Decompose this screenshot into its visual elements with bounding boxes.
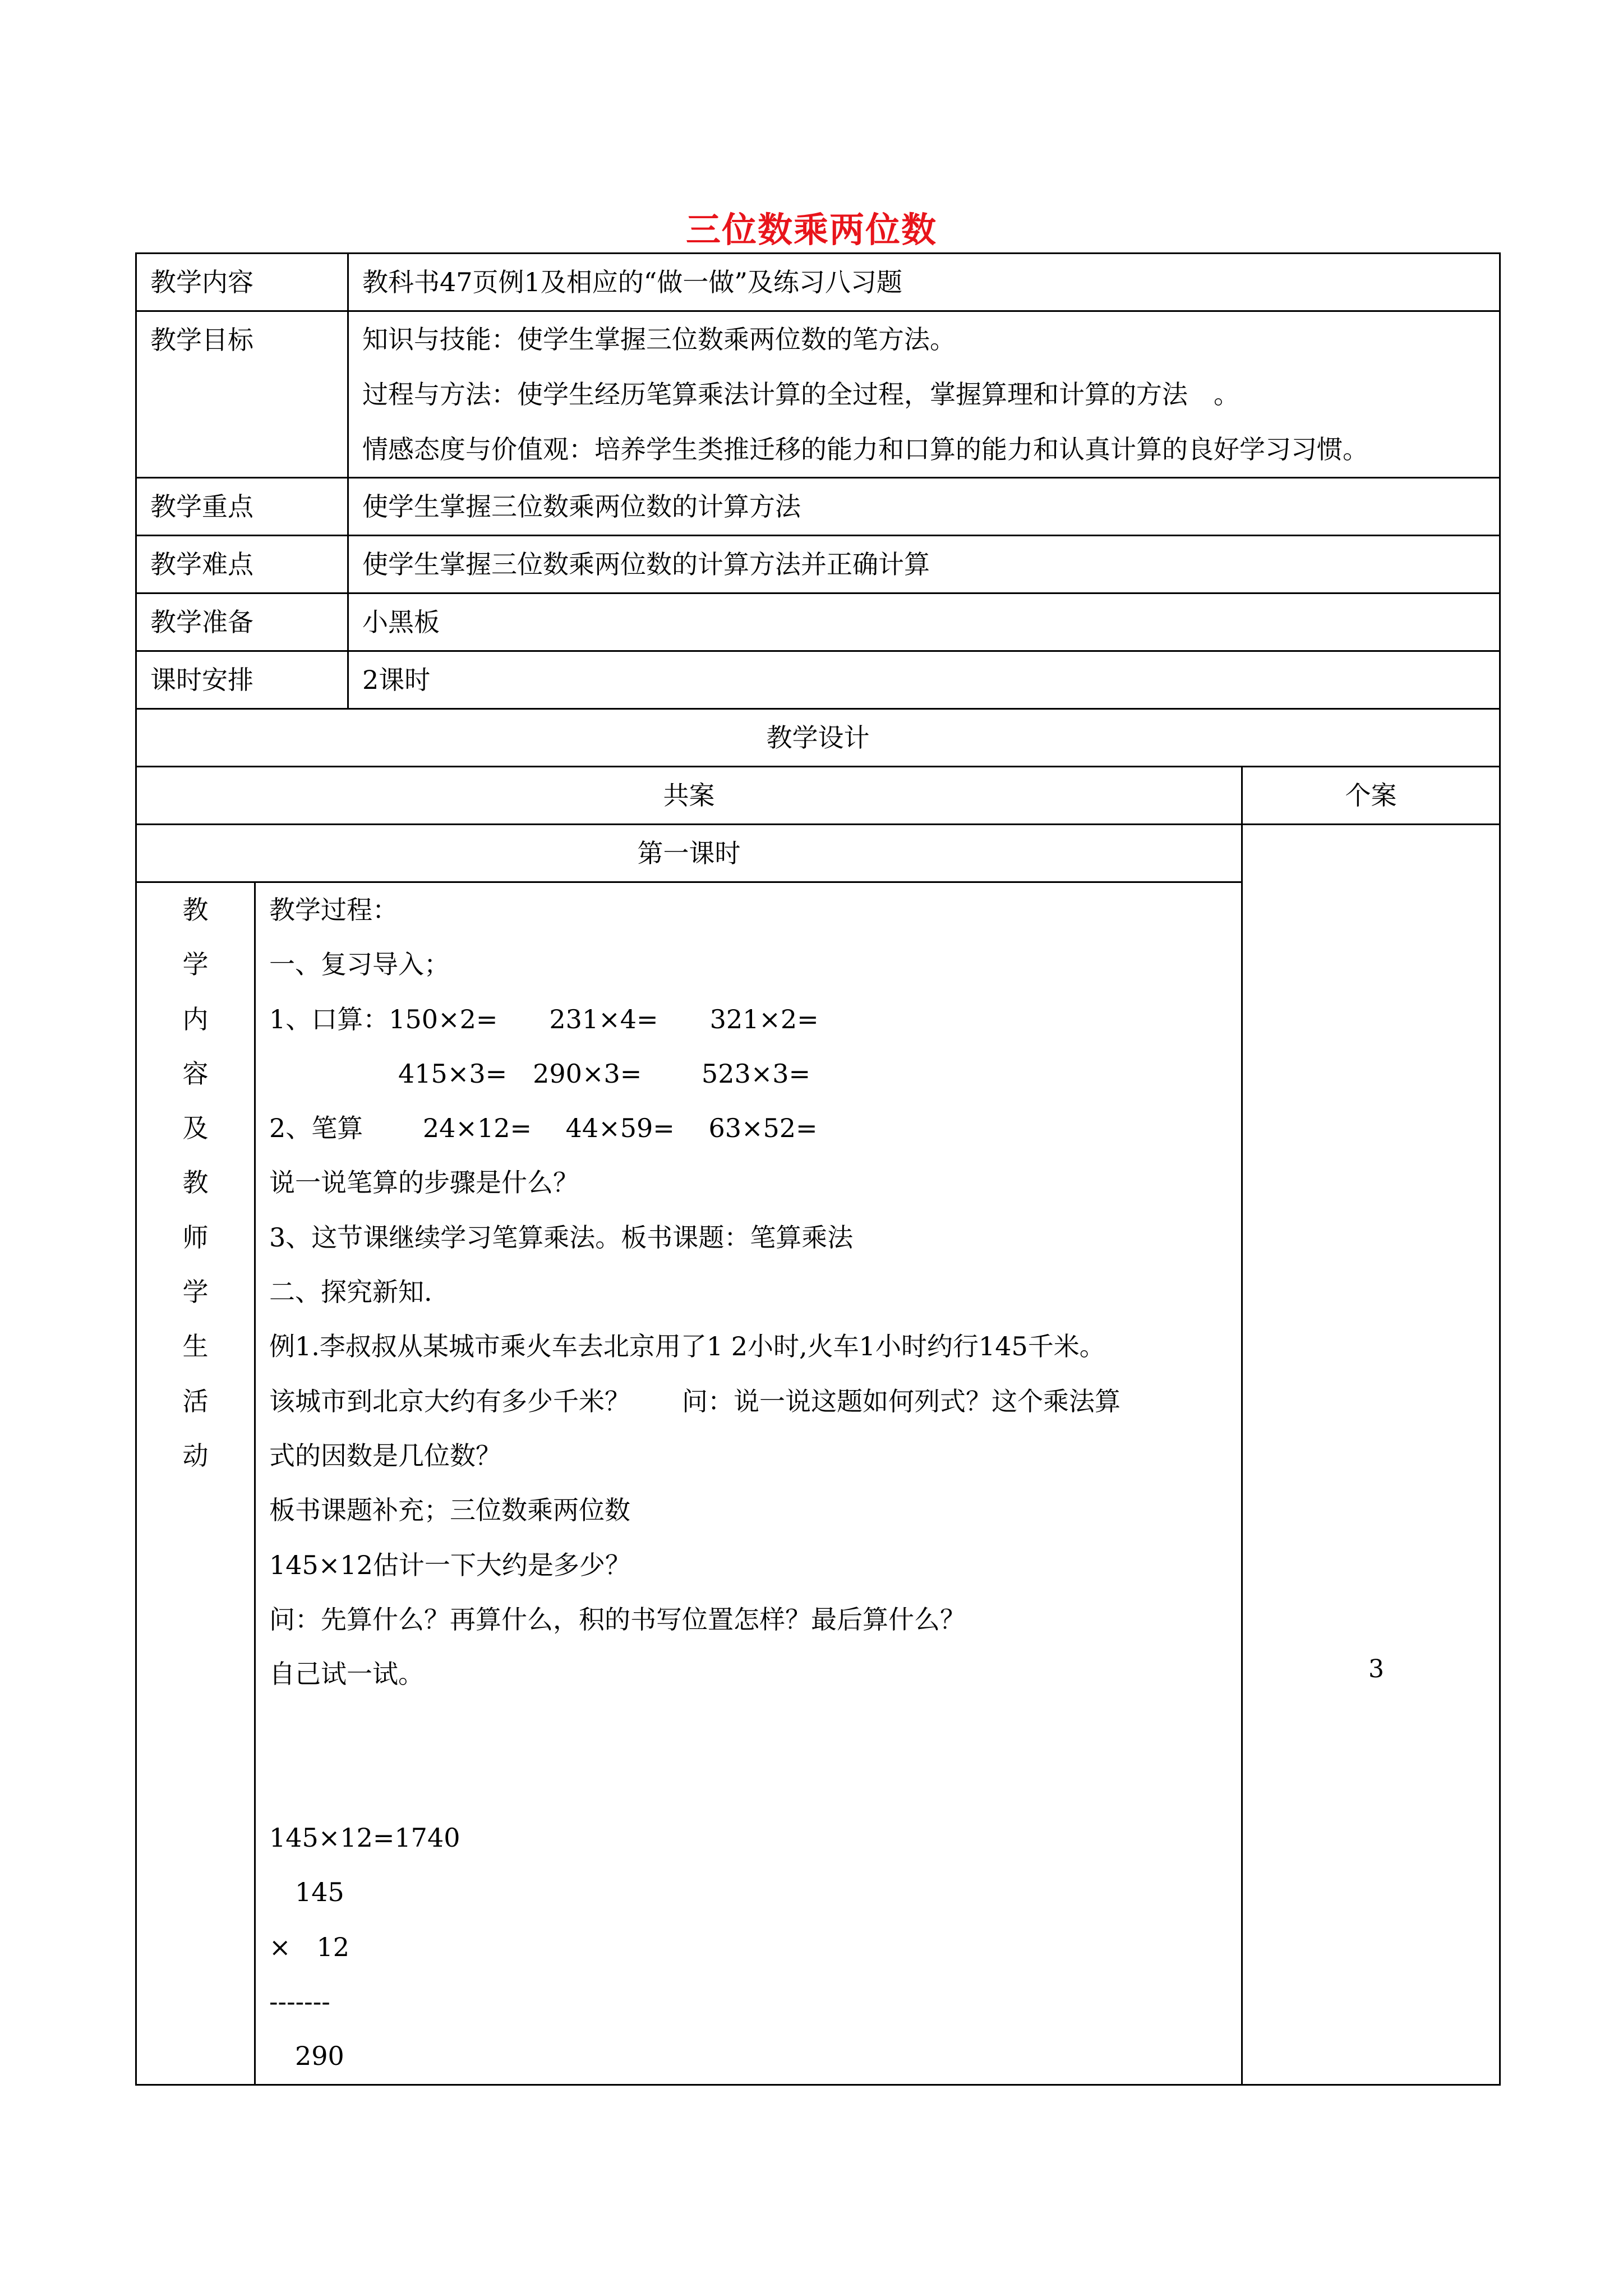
process-line: 式的因数是几位数？ xyxy=(269,1440,501,1471)
side-label-char: 活 xyxy=(182,1386,209,1416)
process-line xyxy=(269,1756,1241,1811)
process-line: 2、笔算 24×12= 44×59= 63×52= xyxy=(269,1113,818,1144)
process-line: 该城市到北京大约有多少千米？ 问：说一说这题如何列式？这个乘法算 xyxy=(269,1386,1121,1416)
side-label-char: 学 xyxy=(182,1277,209,1308)
process-line: 一、复习导入； xyxy=(269,949,450,980)
row-label-preparation: 教学准备 xyxy=(136,593,348,651)
goal-line: 知识与技能：使学生掌握三位数乘两位数的笔方法。 xyxy=(362,324,956,355)
row-value-preparation: 小黑板 xyxy=(348,593,1500,651)
process-line: 说一说笔算的步骤是什么？ xyxy=(269,1167,579,1198)
process-line: 145×12=1740 xyxy=(269,1823,460,1853)
goal-line: 情感态度与价值观：培养学生类推迁移的能力和口算的能力和认真计算的良好学习习惯。 xyxy=(362,434,1368,464)
design-header: 教学设计 xyxy=(136,709,1500,767)
side-label-char: 学 xyxy=(182,949,209,980)
process-line xyxy=(269,1701,1241,1756)
process-line: 1、口算：150×2= 231×4= 321×2= xyxy=(269,1004,819,1034)
side-label-char: 教 xyxy=(182,1167,209,1198)
process-line: 教学过程： xyxy=(269,895,398,925)
side-label-char: 教 xyxy=(182,895,209,925)
process-line: ------- xyxy=(269,1986,330,2017)
process-line: 290 xyxy=(269,2041,344,2072)
row-label-key-point: 教学重点 xyxy=(136,478,348,536)
process-line: 问：先算什么？再算什么，积的书写位置怎样？最后算什么？ xyxy=(269,1604,966,1635)
row-label-goals: 教学目标 xyxy=(136,311,348,478)
individual-plan-header: 个案 xyxy=(1242,767,1500,825)
row-value-key-point: 使学生掌握三位数乘两位数的计算方法 xyxy=(348,478,1500,536)
page-title: 三位数乘两位数 xyxy=(685,209,937,250)
side-label-char: 师 xyxy=(182,1222,209,1253)
row-label-difficulty: 教学难点 xyxy=(136,536,348,593)
row-value-difficulty: 使学生掌握三位数乘两位数的计算方法并正确计算 xyxy=(348,536,1500,593)
row-label-content: 教学内容 xyxy=(136,254,348,311)
process-line: 自己试一试。 xyxy=(269,1659,424,1690)
row-label-schedule: 课时安排 xyxy=(136,651,348,709)
page-number: 3 xyxy=(1368,1655,1384,1683)
side-label-char: 内 xyxy=(182,1004,209,1034)
side-label-char: 生 xyxy=(182,1331,209,1362)
process-line: 例1.李叔叔从某城市乘火车去北京用了1 2小时,火车1小时约行145千米。 xyxy=(269,1331,1105,1362)
process-line: 二、探究新知. xyxy=(269,1277,432,1308)
process-line: × 12 xyxy=(269,1931,350,1962)
process-line: 板书课题补充；三位数乘两位数 xyxy=(269,1495,630,1526)
goal-line: 过程与方法：使学生经历笔算乘法计算的全过程，掌握算理和计算的方法 。 xyxy=(362,379,1239,409)
teaching-process xyxy=(255,882,1242,2085)
lesson-header: 第一课时 xyxy=(136,825,1242,882)
side-label-char: 及 xyxy=(182,1113,209,1144)
side-label xyxy=(136,882,255,2085)
process-line: 145×12估计一下大约是多少？ xyxy=(269,1549,631,1580)
process-line: 3、这节课继续学习笔算乘法。板书课题：笔算乘法 xyxy=(269,1222,854,1253)
row-value-schedule: 2课时 xyxy=(348,651,1500,709)
individual-plan-cell xyxy=(1242,825,1500,2085)
side-label-char: 容 xyxy=(182,1058,209,1089)
row-value-goals xyxy=(348,311,1500,478)
process-line: 145 xyxy=(269,1877,344,1908)
side-label-char: 动 xyxy=(182,1440,209,1471)
process-line: 415×3= 290×3= 523×3= xyxy=(269,1058,811,1089)
lesson-plan-table xyxy=(135,252,1499,2086)
row-value-content: 教科书47页例1及相应的“做一做”及练习八习题 xyxy=(348,254,1500,311)
shared-plan-header: 共案 xyxy=(136,767,1242,825)
